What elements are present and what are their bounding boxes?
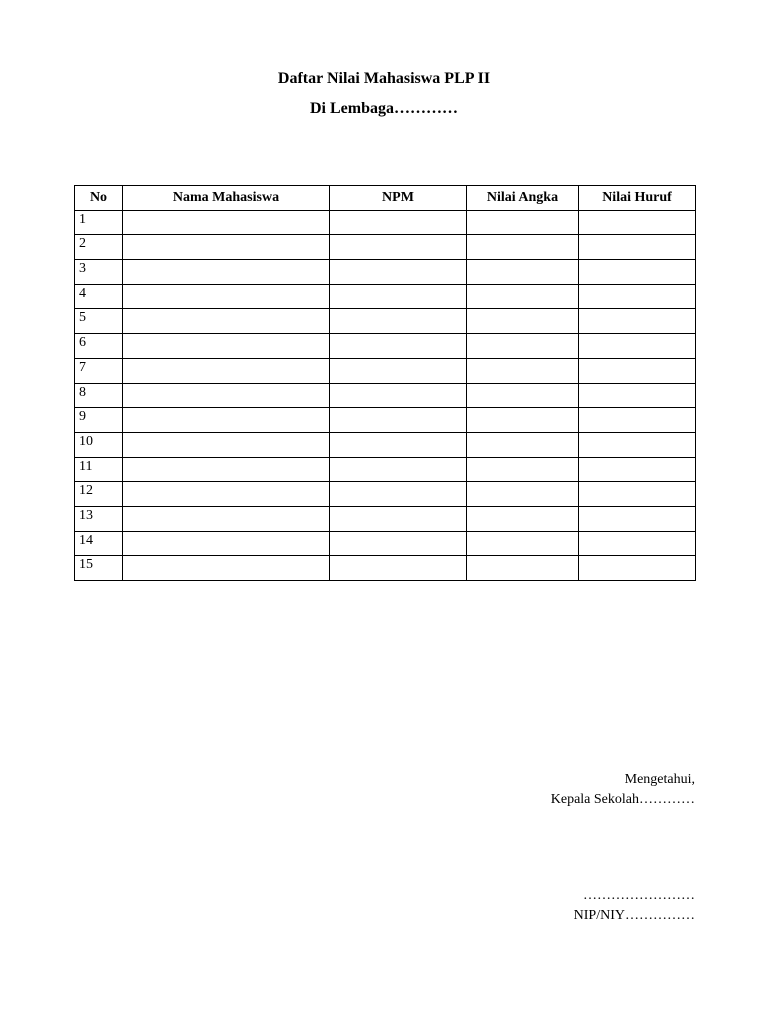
cell-nama-mahasiswa	[123, 210, 330, 235]
cell-nilai-angka	[467, 235, 579, 260]
cell-npm	[330, 358, 467, 383]
cell-nilai-angka	[467, 334, 579, 359]
cell-no: 14	[75, 531, 123, 556]
cell-npm	[330, 432, 467, 457]
acknowledged-label: Mengetahui,	[624, 772, 695, 787]
cell-nama-mahasiswa	[123, 457, 330, 482]
table-row	[75, 457, 696, 482]
cell-nilai-huruf	[579, 260, 696, 285]
cell-no: 7	[75, 358, 123, 383]
cell-nilai-huruf	[579, 284, 696, 309]
cell-nilai-huruf	[579, 506, 696, 531]
cell-npm	[330, 506, 467, 531]
signature-header	[551, 770, 695, 810]
table-row	[75, 482, 696, 507]
cell-nilai-angka	[467, 309, 579, 334]
cell-nilai-angka	[467, 482, 579, 507]
table-row	[75, 432, 696, 457]
table-row	[75, 334, 696, 359]
cell-no: 5	[75, 309, 123, 334]
cell-no: 3	[75, 260, 123, 285]
header-nilai-huruf: Nilai Huruf	[579, 186, 696, 211]
cell-nama-mahasiswa	[123, 334, 330, 359]
cell-nilai-angka	[467, 284, 579, 309]
cell-nilai-angka	[467, 457, 579, 482]
position-label: Kepala Sekolah…………	[550, 792, 695, 807]
cell-npm	[330, 235, 467, 260]
cell-nilai-huruf	[579, 556, 696, 581]
cell-npm	[330, 284, 467, 309]
cell-npm	[330, 334, 467, 359]
cell-nama-mahasiswa	[123, 408, 330, 433]
cell-nama-mahasiswa	[123, 284, 330, 309]
cell-nilai-huruf	[579, 482, 696, 507]
cell-nama-mahasiswa	[123, 482, 330, 507]
cell-npm	[330, 383, 467, 408]
cell-nilai-angka	[467, 210, 579, 235]
cell-no: 11	[75, 457, 123, 482]
cell-nama-mahasiswa	[123, 235, 330, 260]
cell-no: 4	[75, 284, 123, 309]
cell-nama-mahasiswa	[123, 432, 330, 457]
cell-nama-mahasiswa	[123, 383, 330, 408]
table-row	[75, 506, 696, 531]
cell-no: 9	[75, 408, 123, 433]
cell-nilai-huruf	[579, 235, 696, 260]
cell-nilai-angka	[467, 531, 579, 556]
cell-npm	[330, 482, 467, 507]
cell-npm	[330, 531, 467, 556]
cell-nilai-angka	[467, 260, 579, 285]
cell-nama-mahasiswa	[123, 309, 330, 334]
table-row	[75, 284, 696, 309]
cell-nilai-huruf	[579, 309, 696, 334]
table-row	[75, 531, 696, 556]
cell-nama-mahasiswa	[123, 506, 330, 531]
header-no: No	[75, 186, 123, 211]
table-header-row	[75, 186, 696, 211]
cell-nilai-angka	[467, 408, 579, 433]
document-title: Daftar Nilai Mahasiswa PLP II	[277, 70, 491, 87]
cell-no: 2	[75, 235, 123, 260]
table-body	[75, 210, 696, 580]
cell-nilai-huruf	[579, 383, 696, 408]
table-row	[75, 235, 696, 260]
header-nilai-angka: Nilai Angka	[467, 186, 579, 211]
cell-npm	[330, 210, 467, 235]
cell-no: 12	[75, 482, 123, 507]
cell-nilai-angka	[467, 556, 579, 581]
cell-nama-mahasiswa	[123, 556, 330, 581]
cell-nilai-huruf	[579, 432, 696, 457]
cell-npm	[330, 556, 467, 581]
signer-id-line: NIP/NIY……………	[573, 908, 695, 923]
cell-nilai-huruf	[579, 358, 696, 383]
cell-no: 8	[75, 383, 123, 408]
document-subtitle: Di Lembaga…………	[310, 100, 458, 117]
cell-nilai-angka	[467, 506, 579, 531]
cell-no: 6	[75, 334, 123, 359]
cell-no: 1	[75, 210, 123, 235]
cell-npm	[330, 457, 467, 482]
table-row	[75, 260, 696, 285]
cell-nama-mahasiswa	[123, 358, 330, 383]
cell-nilai-huruf	[579, 531, 696, 556]
table-row	[75, 358, 696, 383]
cell-nilai-angka	[467, 432, 579, 457]
cell-npm	[330, 408, 467, 433]
grade-table	[74, 185, 696, 581]
cell-nilai-angka	[467, 358, 579, 383]
table-row	[75, 210, 696, 235]
header-npm: NPM	[330, 186, 467, 211]
cell-no: 15	[75, 556, 123, 581]
cell-nilai-angka	[467, 383, 579, 408]
cell-npm	[330, 309, 467, 334]
table-row	[75, 408, 696, 433]
cell-nilai-huruf	[579, 408, 696, 433]
table-row	[75, 309, 696, 334]
table-row	[75, 556, 696, 581]
cell-nilai-huruf	[579, 334, 696, 359]
table-row	[75, 383, 696, 408]
cell-no: 13	[75, 506, 123, 531]
cell-nama-mahasiswa	[123, 531, 330, 556]
cell-nilai-huruf	[579, 210, 696, 235]
cell-npm	[330, 260, 467, 285]
signer-name-placeholder: ……………………	[583, 888, 695, 903]
header-nama-mahasiswa: Nama Mahasiswa	[123, 186, 330, 211]
cell-no: 10	[75, 432, 123, 457]
cell-nilai-huruf	[579, 457, 696, 482]
cell-nama-mahasiswa	[123, 260, 330, 285]
signature-footer	[574, 886, 695, 926]
